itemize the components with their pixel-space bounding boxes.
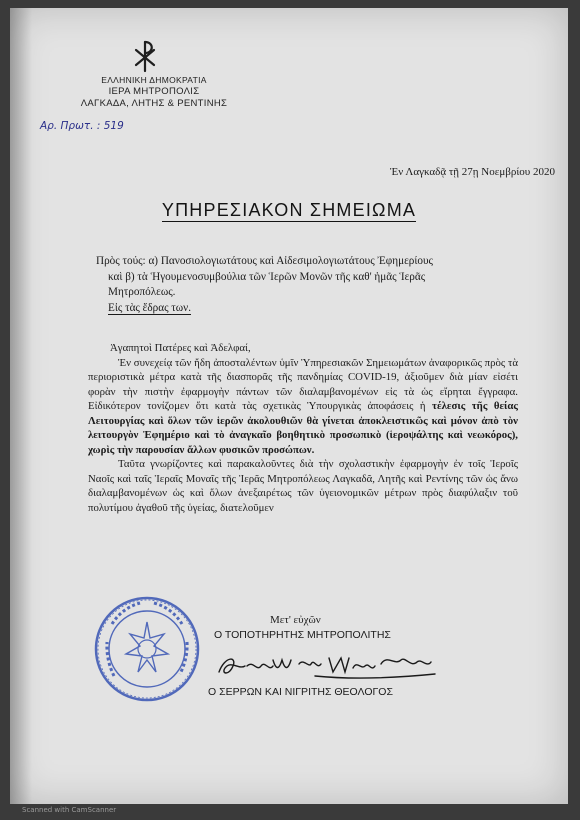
letter-body — [88, 341, 518, 515]
recipients-line: καὶ β) τὰ Ἡγουμενοσυμβούλια τῶν Ἱερῶν Μονῶν τῆς καθ' ἡμᾶς Ἱερᾶς — [108, 270, 426, 283]
recipients-line: Μητροπόλεως. — [108, 286, 176, 298]
document-date: Ἐν Λαγκαδᾷ τῇ 27ῃ Νοεμβρίου 2020 — [390, 166, 555, 178]
header-country: ΕΛΛΗΝΙΚΗ ΔΗΜΟΚΡΑΤΙΑ — [101, 75, 207, 85]
protocol-number: Αρ. Πρωτ. : 519 — [40, 120, 124, 132]
recipients-block — [96, 254, 526, 316]
scanner-watermark: Scanned with CamScanner — [22, 806, 117, 814]
document-page — [10, 8, 568, 814]
document-title-text: ΥΠΗΡΕΣΙΑΚΟΝ ΣΗΜΕΙΩΜΑ — [161, 200, 417, 220]
recipients-seat-text: Εἰς τὰς ἕδρας των. — [108, 301, 192, 314]
header-metropolis: ΙΕΡΑ ΜΗΤΡΟΠΟΛΙΣ — [108, 86, 200, 97]
body-paragraph-1-emphasis: τέλεσις τῆς θείας Λειτουργίας καὶ ὅλων τῶν ἱερῶν ἀκολουθιῶν θὰ γίνεται ἀποκλειστικῶς καὶ μόνον ἀπὸ τὸν λειτουργὸν Ἐφημέριο καὶ τὸ ἀναγκαῖο βοηθητικὸ προσωπικὸ (ἱεροψάλτης καὶ νεωκόρος), χωρὶς τὴν παρουσίαν ἄλλων φυσικῶν προσώπων. — [88, 400, 518, 456]
closing-wishes: Μετ' εὐχῶν — [270, 614, 321, 626]
recipients-line: Πρὸς τούς: α) Πανοσιολογιωτάτους καὶ Αἰδεσιμολογιωτάτους Ἐφημερίους — [96, 255, 433, 267]
document-title — [10, 200, 568, 221]
chi-rho-icon — [130, 38, 160, 74]
body-paragraph-1 — [88, 356, 518, 458]
greeting: Ἀγαπητοὶ Πατέρες καὶ Ἀδελφαί, — [110, 342, 251, 354]
scan-shadow — [10, 8, 32, 804]
header-see: ΛΑΓΚΑΔΑ, ΛΗΤΗΣ & ΡΕΝΤΙΝΗΣ — [80, 98, 228, 109]
seal-stamp — [92, 594, 202, 704]
signatory-name: Ο ΣΕΡΡΩΝ ΚΑΙ ΝΙΓΡΙΤΗΣ ΘΕΟΛΟΓΟΣ — [208, 686, 393, 698]
body-paragraph-2: Ταῦτα γνωρίζοντες καὶ παρακαλοῦντες διὰ τὴν σχολαστικὴν ἐφαρμογὴν ἐν τοῖς Ἱεροῖς Ναοῖς καὶ ταῖς Ἱεραῖς Μοναῖς τῆς Ἱερᾶς Μητροπόλεως Λαγκαδᾶ, Λητῆς καὶ Ρεντίνης τῶν ὡς ἄνω διαλαμβανομένων ὡς καὶ ὅλων ἀνεξαιρέτως τῶν ὑγειονομικῶν μέτρων πρὸς διαφύλαξιν τοῦ πολυτίμου ἀγαθοῦ τῆς ὑγείας, διατελοῦμεν — [88, 458, 518, 514]
signatory-role: Ο ΤΟΠΟΤΗΡΗΤΗΣ ΜΗΤΡΟΠΟΛΙΤΗΣ — [214, 629, 391, 641]
signature — [215, 646, 445, 686]
recipients-seat — [96, 301, 526, 317]
body-paragraph-1-text: Ἐν συνεχείᾳ τῶν ἤδη ἀποσταλέντων ὑμῖν Ὑπηρεσιακῶν Σημειωμάτων ἀναφορικῶς πρὸς τὰ περιοριστικὰ μέτρα κατὰ τῆς διασπορᾶς τῆς πανδημίας COVID-19, ἀξιοῦμεν διὰ μίαν εἰσέτι φορὰν τὴν πιστὴν ἐφαρμογὴν πάντων τῶν διαλαμβανομένων εἰς τὰ ὡς εἴρηται ἔγγραφα. Εἰδικότερον τονίζομεν ὅτι κατὰ τὰς σχετικὰς Ὑπουργικὰς ἀποφάσεις ἡ — [88, 356, 518, 412]
letterhead — [76, 75, 232, 110]
